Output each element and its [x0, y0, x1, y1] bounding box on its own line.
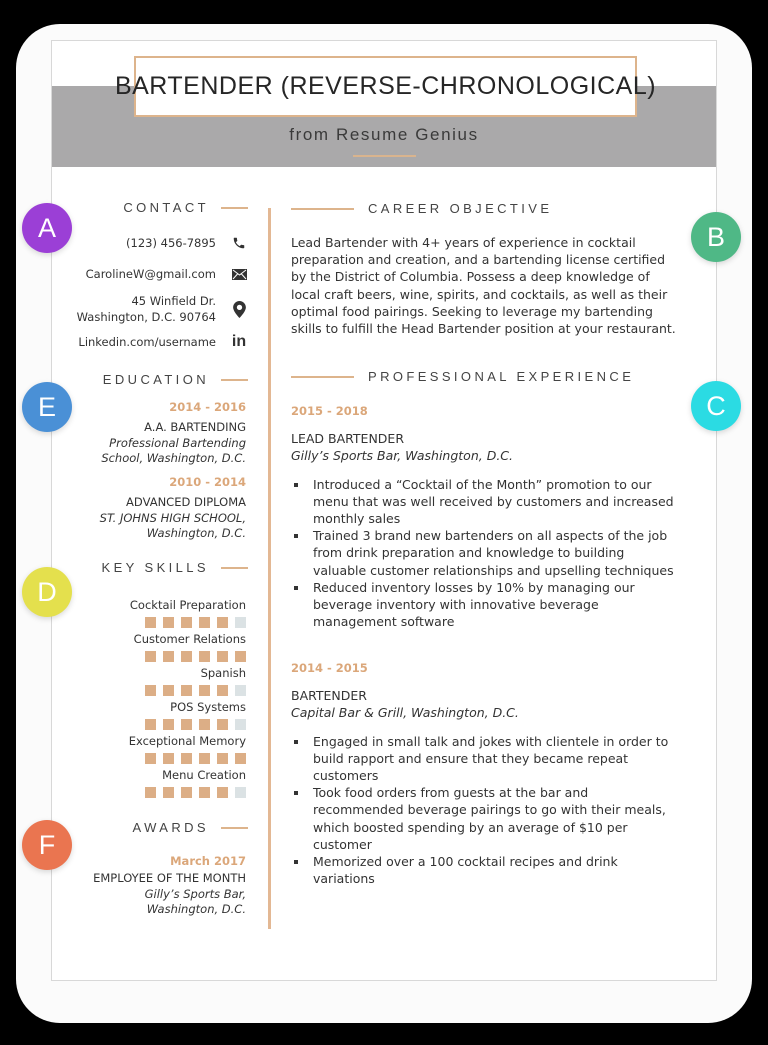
badge-b	[691, 212, 741, 262]
education-item	[101, 400, 246, 467]
job-bullet: Engaged in small talk and jokes with clientele in order to build rapport and ensure that they became repeat customers	[291, 733, 681, 785]
contact-email	[86, 266, 248, 282]
contact-phone	[126, 235, 248, 251]
skill-square-filled	[217, 685, 228, 696]
skill-square-filled	[163, 685, 174, 696]
skill-square-empty	[235, 719, 246, 730]
badge-d	[22, 567, 72, 617]
skill-square-filled	[163, 719, 174, 730]
skill-square-filled	[181, 787, 192, 798]
column-divider	[268, 208, 271, 929]
skill-square-filled	[199, 617, 210, 628]
education-school: School, Washington, D.C.	[101, 451, 246, 465]
objective-heading	[291, 201, 552, 216]
education-years: 2010 - 2014	[169, 475, 246, 489]
job-entry	[291, 660, 681, 887]
skill-square-filled	[145, 719, 156, 730]
badge-letter: A	[37, 212, 56, 243]
education-school: Professional Bartending	[109, 435, 246, 450]
education-degree: A.A. BARTENDING	[144, 420, 246, 434]
skill-label: Customer Relations	[133, 632, 246, 646]
phone-icon	[230, 236, 248, 250]
job-company: Gilly’s Sports Bar, Washington, D.C.	[291, 448, 513, 464]
skills-heading-text: KEY SKILLS	[101, 560, 209, 575]
badge-letter: E	[37, 391, 56, 422]
experience-heading-text: PROFESSIONAL EXPERIENCE	[368, 369, 635, 384]
job-entry	[291, 403, 681, 630]
award-place: Washington, D.C.	[146, 902, 246, 916]
job-bullet: Reduced inventory losses by 10% by managing our beverage inventory with innovative beverage management software	[291, 579, 681, 631]
skill-square-filled	[199, 787, 210, 798]
skill-square-filled	[145, 617, 156, 628]
heading-rule	[221, 567, 248, 569]
award-date: March 2017	[170, 854, 246, 868]
phone-text: (123) 456-7895	[126, 236, 216, 250]
skill-rating	[145, 685, 246, 696]
heading-rule	[221, 207, 248, 209]
objective-heading-text: CAREER OBJECTIVE	[368, 201, 553, 216]
skill-square-filled	[217, 651, 228, 662]
skill-label: Cocktail Preparation	[129, 598, 246, 612]
education-degree: ADVANCED DIPLOMA	[126, 495, 246, 509]
address-text	[77, 293, 216, 325]
contact-address	[77, 293, 248, 325]
heading-rule	[221, 379, 248, 381]
skill-square-filled	[163, 753, 174, 764]
badge-a	[22, 203, 72, 253]
job-bullets	[291, 733, 681, 888]
skill-square-filled	[199, 719, 210, 730]
award-place: Gilly’s Sports Bar,	[144, 886, 246, 901]
skill-rating	[145, 617, 246, 628]
skill-label: POS Systems	[170, 700, 246, 714]
job-bullet: Memorized over a 100 cocktail recipes and drink variations	[291, 853, 681, 887]
skill-square-filled	[145, 787, 156, 798]
contact-linkedin	[78, 334, 248, 350]
skill-square-filled	[181, 753, 192, 764]
job-years: 2014 - 2015	[291, 661, 368, 675]
badge-letter: F	[38, 829, 56, 860]
award-title: EMPLOYEE OF THE MONTH	[93, 871, 246, 885]
heading-rule	[221, 827, 248, 829]
mail-icon	[230, 269, 248, 280]
skill-rating	[145, 719, 246, 730]
contact-heading	[123, 200, 248, 215]
badge-c	[691, 381, 741, 431]
award-item	[93, 854, 246, 918]
skill-square-filled	[217, 787, 228, 798]
resume-page	[51, 40, 717, 981]
education-heading-text: EDUCATION	[102, 372, 209, 387]
left-column	[52, 41, 248, 980]
skill-square-empty	[235, 787, 246, 798]
linkedin-text[interactable]: Linkedin.com/username	[78, 335, 216, 349]
education-item	[100, 475, 246, 542]
skill-square-empty	[235, 685, 246, 696]
address-line-1: 45 Winfield Dr.	[131, 294, 216, 308]
heading-rule	[291, 376, 354, 378]
skill-square-filled	[199, 753, 210, 764]
badge-letter: B	[706, 221, 725, 252]
skill-rating	[145, 651, 246, 662]
skill-square-filled	[163, 617, 174, 628]
awards-heading-text: AWARDS	[132, 820, 209, 835]
skill-square-empty	[235, 617, 246, 628]
job-bullet: Introduced a “Cocktail of the Month” promotion to our menu that was well received by customers and increased monthly sales	[291, 476, 681, 528]
objective-text: Lead Bartender with 4+ years of experience in cocktail preparation and creation, and a bartending license certified by the District of Columbia. Possess a deep knowledge of local craft beers, wine, spirits, and cocktails, as well as their optimal food pairings. Seeking to leverage my bartending skills to fulfill the Head Bartender position at your restaurant.	[291, 235, 676, 337]
skill-square-filled	[199, 651, 210, 662]
skill-square-filled	[217, 753, 228, 764]
skill-square-filled	[181, 651, 192, 662]
skill-square-filled	[145, 753, 156, 764]
skill-square-filled	[181, 685, 192, 696]
location-pin-icon	[230, 301, 248, 318]
education-school: Washington, D.C.	[146, 526, 246, 540]
skill-square-filled	[181, 617, 192, 628]
skill-square-filled	[235, 753, 246, 764]
job-company: Capital Bar & Grill, Washington, D.C.	[291, 705, 519, 721]
skill-square-filled	[163, 651, 174, 662]
skill-label: Spanish	[200, 666, 246, 680]
job-title: LEAD BARTENDER	[291, 431, 405, 447]
job-bullets	[291, 476, 681, 631]
address-line-2: Washington, D.C. 90764	[76, 310, 216, 324]
resume-subtitle: from Resume Genius	[289, 125, 479, 144]
skill-label: Exceptional Memory	[128, 734, 246, 748]
skill-square-filled	[199, 685, 210, 696]
skill-rating	[145, 753, 246, 764]
education-school: ST. JOHNS HIGH SCHOOL,	[99, 510, 246, 525]
subtitle-underline	[353, 155, 416, 157]
awards-heading	[133, 820, 249, 835]
skill-square-filled	[163, 787, 174, 798]
skill-square-filled	[145, 685, 156, 696]
heading-rule	[291, 208, 354, 210]
email-text: CarolineW@gmail.com	[85, 267, 216, 281]
badge-f	[22, 820, 72, 870]
linkedin-icon: in	[231, 333, 247, 350]
badge-letter: C	[706, 390, 726, 421]
skill-square-filled	[181, 719, 192, 730]
skills-heading	[102, 560, 248, 575]
badge-e	[22, 382, 72, 432]
education-years: 2014 - 2016	[169, 400, 246, 414]
education-heading	[103, 372, 248, 387]
contact-heading-text: CONTACT	[123, 200, 209, 215]
badge-letter: D	[37, 576, 57, 607]
skill-square-filled	[217, 719, 228, 730]
resume-title: BARTENDER (REVERSE-CHRONOLOGICAL)	[114, 72, 657, 100]
skill-label: Menu Creation	[162, 768, 246, 782]
job-bullet: Trained 3 brand new bartenders on all aspects of the job from drink preparation and knowledge to building valuable customer relationships and upselling techniques	[291, 527, 681, 579]
skill-square-filled	[145, 651, 156, 662]
skill-rating	[145, 787, 246, 798]
job-years: 2015 - 2018	[291, 404, 368, 418]
skill-square-filled	[217, 617, 228, 628]
experience-heading	[291, 369, 634, 384]
job-title: BARTENDER	[291, 688, 367, 704]
skill-square-filled	[235, 651, 246, 662]
job-bullet: Took food orders from guests at the bar and recommended beverage pairings to go with their meals, which boosted spending by an average of $10 per customer	[291, 784, 681, 853]
